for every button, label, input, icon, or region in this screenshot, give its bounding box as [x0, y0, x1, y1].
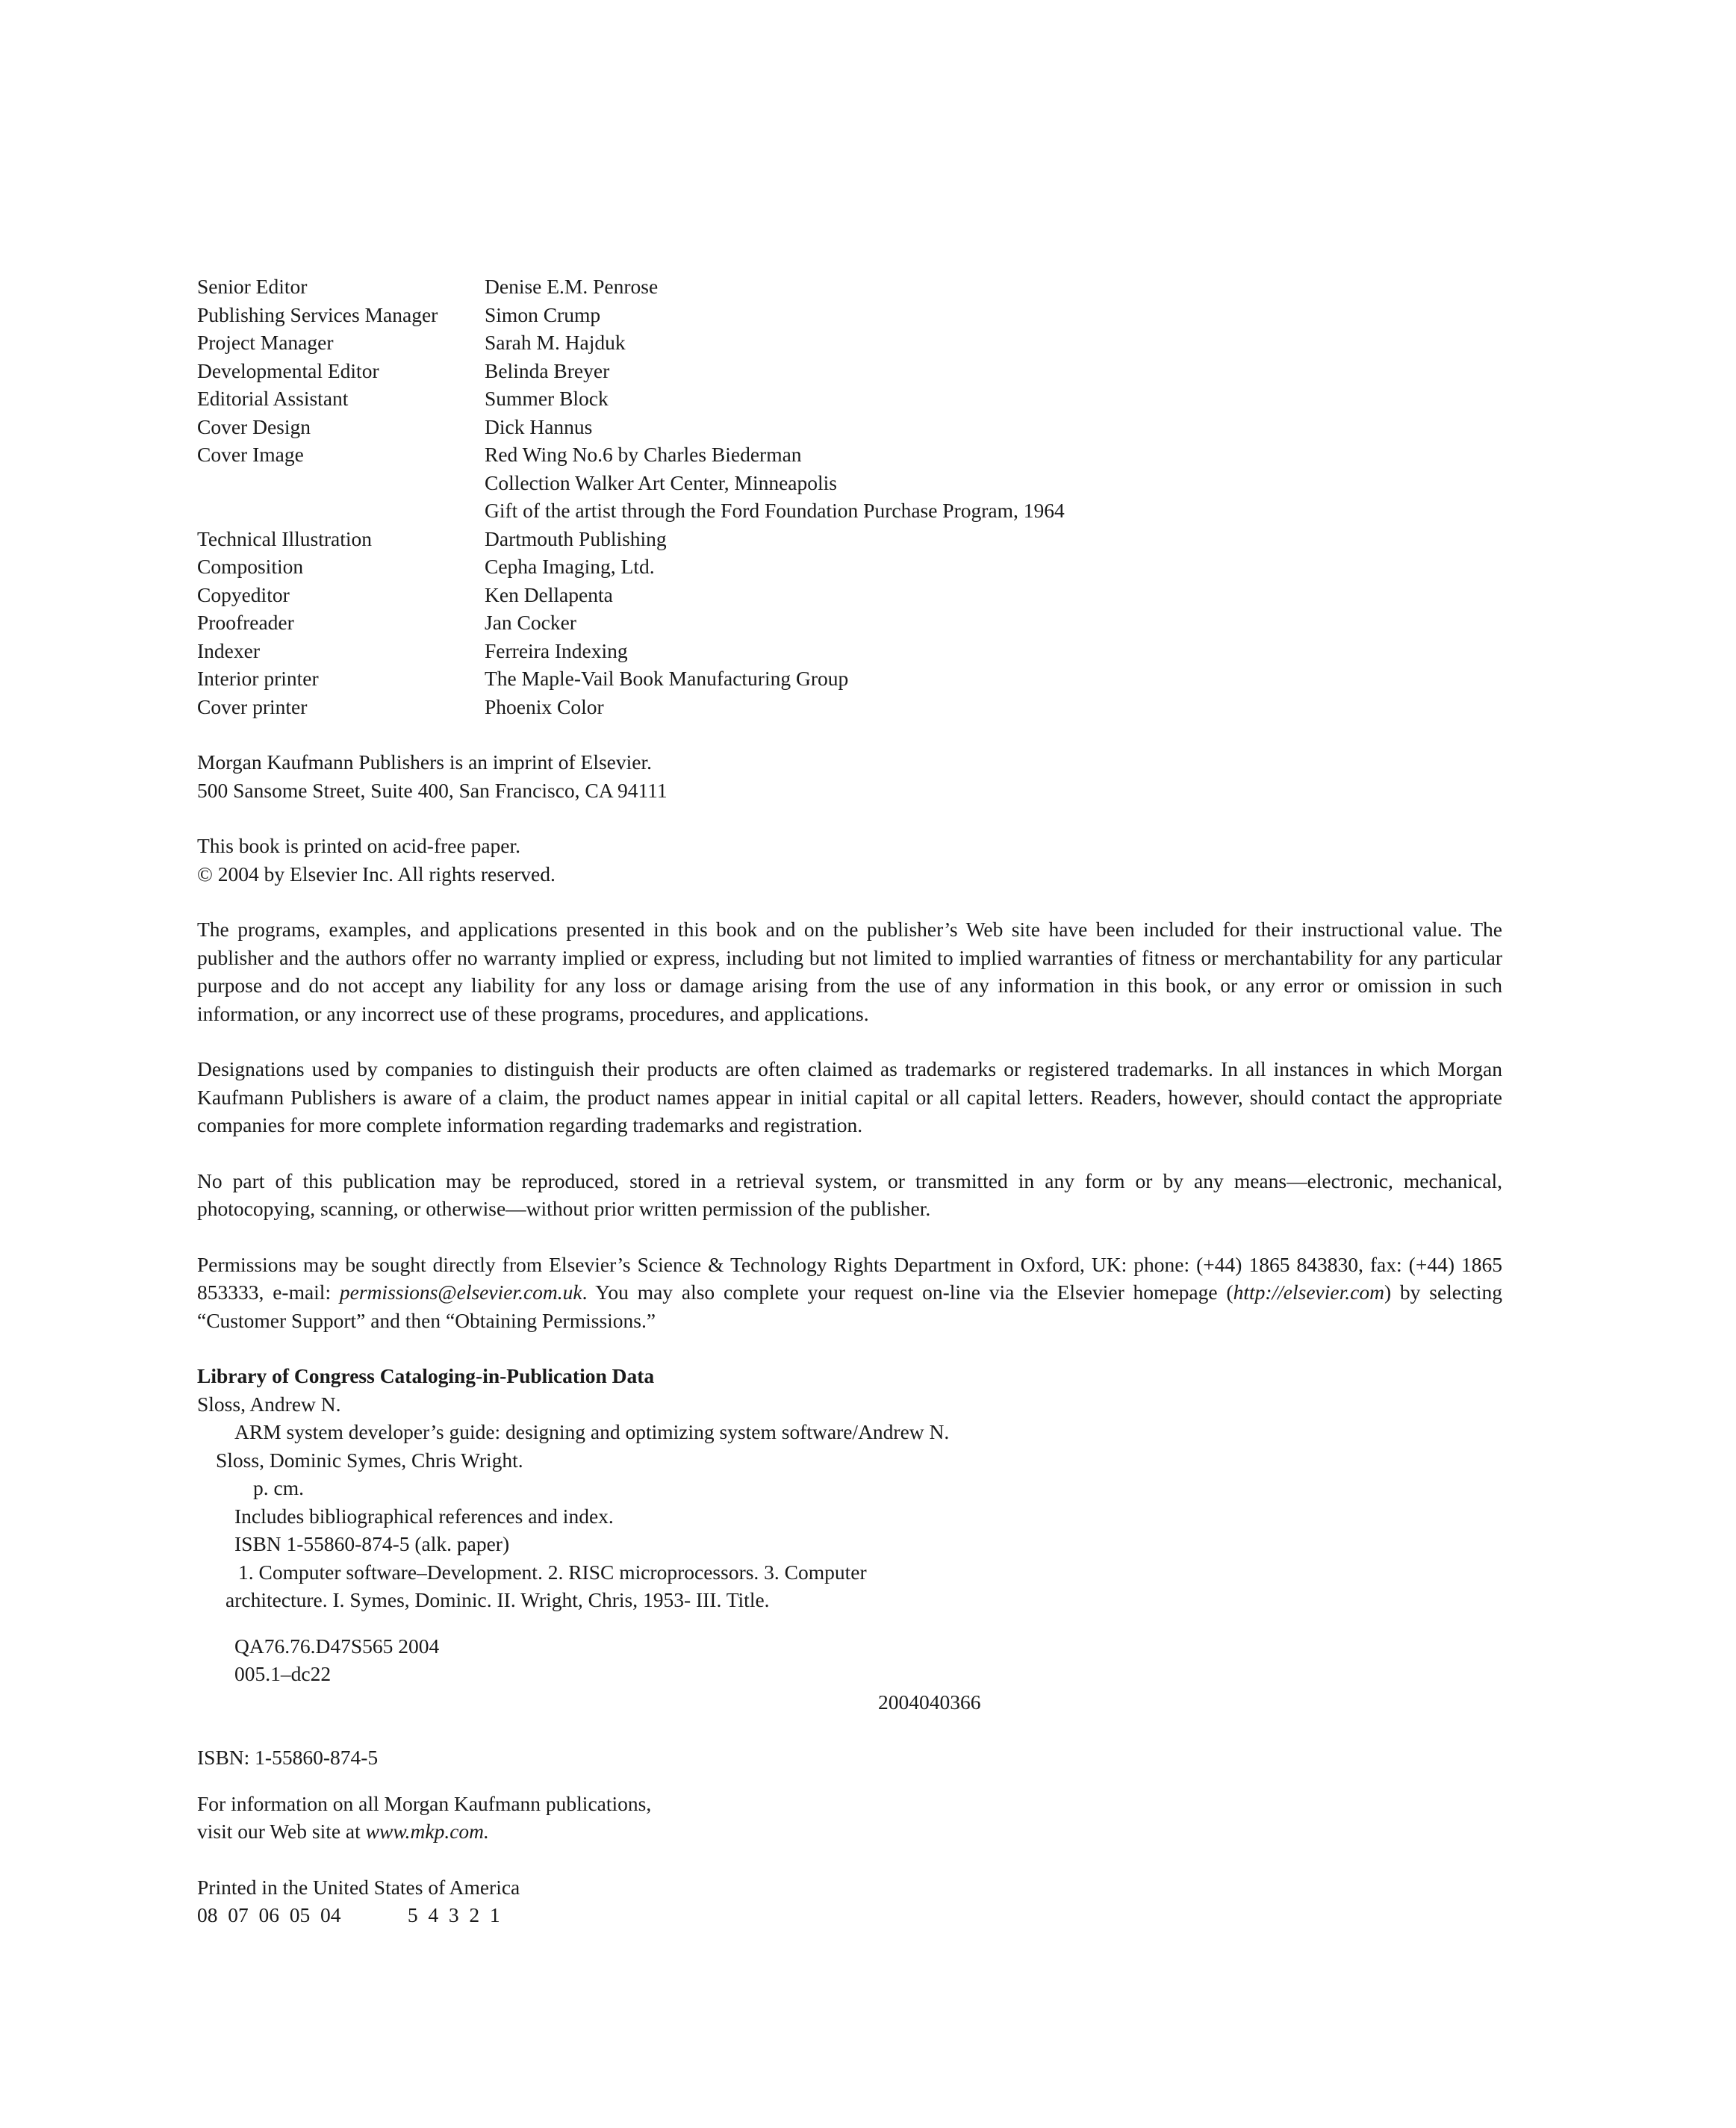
credit-name: Sarah M. Hajduk [485, 331, 626, 354]
credit-role: Cover Design [197, 414, 311, 438]
credit-role: Senior Editor [197, 275, 308, 298]
cip-subjects-line-1: 1. Computer software–Development. 2. RISC microprocessors. 3. Computer [238, 1560, 867, 1584]
credit-name: Gift of the artist through the Ford Foundation Purchase Program, 1964 [485, 499, 1065, 522]
cip-block [197, 1362, 1502, 1716]
cip-pcm: p. cm. [253, 1476, 304, 1499]
credit-name: Red Wing No.6 by Charles Biederman [485, 443, 802, 466]
credit-name: Belinda Breyer [485, 358, 610, 382]
info-line-1: For information on all Morgan Kaufmann publications, [197, 1791, 652, 1815]
credit-role: Editorial Assistant [197, 387, 349, 410]
permissions-text-2: . You may also complete your request on-line via the Elsevier homepage ( [582, 1281, 1233, 1304]
cip-heading: Library of Congress Cataloging-in-Publication Data [197, 1364, 655, 1387]
credit-role: Cover printer [197, 694, 308, 718]
cip-isbn: ISBN 1-55860-874-5 (alk. paper) [234, 1532, 510, 1555]
credit-name: Ken Dellapenta [485, 582, 613, 606]
permissions-email-link[interactable]: permissions@elsevier.com.uk [339, 1281, 582, 1304]
credit-name: Collection Walker Art Center, Minneapolis [485, 470, 837, 494]
permissions-text-1: Permissions may be sought directly from Elsevier’s Science & Technology Rights Department in Oxford, UK: phone: (+44) 1865 843830, fax: (+44) 1865 853333, e-mail: [197, 1252, 1502, 1304]
acid-free-note: This book is printed on acid-free paper. [197, 834, 520, 857]
cip-includes: Includes bibliographical references and index. [234, 1504, 614, 1528]
info-line-2 [197, 1817, 1502, 1846]
cip-call-number: QA76.76.D47S565 2004 [234, 1634, 440, 1658]
mkp-website-link[interactable]: www.mkp.com. [365, 1820, 489, 1843]
credits-list [197, 273, 1502, 721]
info-line-2-prefix: visit our Web site at [197, 1820, 366, 1843]
printed-block [197, 1873, 1502, 1929]
reproduction-paragraph: No part of this publication may be reproduced, stored in a retrieval system, or transmitted in any form or by any means—electronic, mechanical, photocopying, scanning, or otherwise—without prior written permission of the publisher. [197, 1169, 1502, 1220]
elsevier-homepage-link[interactable]: http://elsevier.com [1233, 1281, 1384, 1304]
publisher-block [197, 748, 1502, 804]
credit-name: Denise E.M. Penrose [485, 275, 659, 298]
credit-name: The Maple-Vail Book Manufacturing Group [485, 667, 849, 690]
info-block [197, 1790, 1502, 1846]
credit-name: Jan Cocker [485, 611, 576, 634]
credit-role: Publishing Services Manager [197, 302, 438, 326]
paper-block [197, 832, 1502, 888]
credit-name: Phoenix Color [485, 694, 604, 718]
cip-title-line-1: ARM system developer’s guide: designing and optimizing system software/Andrew N. [234, 1420, 950, 1443]
cip-subjects-line-2: architecture. I. Symes, Dominic. II. Wright, Chris, 1953- III. Title. [225, 1588, 770, 1611]
warranty-paragraph: The programs, examples, and applications presented in this book and on the publisher’s Web site have been included for their instructional value. The publisher and the authors offer no warranty implied or express, including but not limited to implied warranties of fitness or merchantability for any particular purpose and do not accept any liability for any loss or damage arising from the use of any information in this book, or any error or omission in such information, or any incorrect use of these programs, procedures, and applications. [197, 918, 1502, 1025]
permissions-text-3: ) by selecting “Customer Support” and then “Obtaining Permissions.” [197, 1281, 1502, 1332]
credit-role: Composition [197, 555, 304, 578]
credit-role [197, 469, 485, 497]
trademarks-paragraph: Designations used by companies to distinguish their products are often claimed as trademarks or registered trademarks. In all instances in which Morgan Kaufmann Publishers is aware of a claim, the product names appear in initial capital or all capital letters. Readers, however, should contact the appropriate companies for more complete information regarding trademarks and registration. [197, 1057, 1502, 1136]
credit-name: Ferreira Indexing [485, 638, 628, 662]
copyright-notice: © 2004 by Elsevier Inc. All rights reserved. [197, 862, 556, 886]
credit-name: Dartmouth Publishing [485, 526, 667, 550]
credit-name: Simon Crump [485, 302, 601, 326]
cip-author: Sloss, Andrew N. [197, 1392, 341, 1416]
permissions-paragraph [197, 1251, 1502, 1335]
credit-role: Technical Illustration [197, 526, 373, 550]
credit-name: Summer Block [485, 387, 609, 410]
credit-role: Proofreader [197, 611, 294, 634]
isbn-line: ISBN: 1-55860-874-5 [197, 1746, 379, 1769]
credit-role: Developmental Editor [197, 358, 379, 382]
credit-role: Indexer [197, 638, 260, 662]
publisher-imprint: Morgan Kaufmann Publishers is an imprint of Elsevier. [197, 750, 652, 774]
print-run-numbers: 08 07 06 05 04 5 4 3 2 1 [197, 1903, 500, 1926]
credit-role: Copyeditor [197, 582, 290, 606]
credit-role: Interior printer [197, 667, 319, 690]
credit-name: Dick Hannus [485, 414, 593, 438]
copyright-page [197, 273, 1502, 1929]
credit-role: Project Manager [197, 331, 334, 354]
credit-role [197, 497, 485, 525]
credit-role: Cover Image [197, 443, 304, 466]
cip-lccn: 2004040366 [878, 1690, 981, 1714]
publisher-address: 500 Sansome Street, Suite 400, San Francisco, CA 94111 [197, 778, 668, 802]
cip-title-line-2: Sloss, Dominic Symes, Chris Wright. [216, 1448, 523, 1472]
isbn-block [197, 1743, 1502, 1772]
credit-name: Cepha Imaging, Ltd. [485, 555, 655, 578]
cip-dewey: 005.1–dc22 [234, 1662, 332, 1685]
printed-country: Printed in the United States of America [197, 1875, 520, 1899]
